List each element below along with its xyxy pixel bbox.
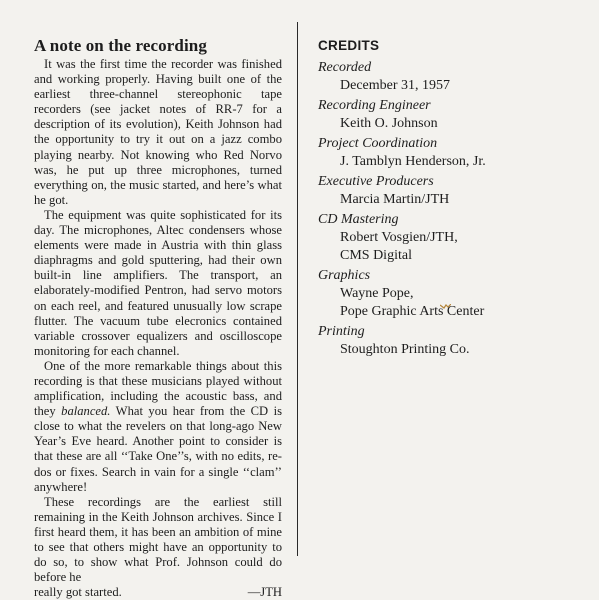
credit-name: Stoughton Printing Co. (340, 342, 470, 357)
note-body (34, 57, 282, 600)
credit-role: CD Mastering (318, 212, 399, 227)
note-paragraph (34, 359, 282, 495)
credit-entry (318, 97, 578, 133)
note-paragraph: It was the first time the recorder was finished and working properly. Having built one of the earliest three-channel stereophonic tape recorders (see jacket notes of RR-7 for a description of its evolution), Keith Johnson had the opportunity to try it out on a jazz combo playing nearby. Not knowing who Red Norvo was, he put up three microphones, turned everything on, the music started, and here’s what he got. (34, 57, 282, 207)
credit-name: Pope Graphic Arts Center (340, 304, 485, 319)
credit-role: Recorded (318, 60, 372, 75)
note-text: One of the more remarkable things about this recording is that these musicians played without amplification, including the acoustic bass, and they (34, 358, 282, 419)
credit-role: Printing (318, 324, 365, 339)
credit-name: December 31, 1957 (340, 78, 451, 93)
credit-entry (318, 267, 578, 321)
credit-name: Keith O. Johnson (340, 116, 438, 131)
credit-entry (318, 135, 578, 171)
credit-role: Project Coordination (318, 136, 438, 151)
credit-name: Robert Vosgien/JTH, (340, 230, 458, 245)
recording-note (34, 36, 282, 600)
credit-name: CMS Digital (340, 248, 412, 263)
printer-mark-icon (440, 304, 451, 309)
note-emphasis: balanced. (61, 404, 111, 419)
credit-role: Executive Producers (318, 174, 434, 189)
credit-name: Wayne Pope, (340, 286, 414, 301)
signature-line (34, 585, 282, 600)
note-text: What you hear from the CD is close to what the revelers on that long-ago New Year’s Eve heard. Another point to consider is that these are all ‘‘Take One’’s, with no edits, re-dos or fixes. Search in vain for a single ‘‘clam’’ anywhere! (34, 404, 282, 494)
column-divider (297, 22, 298, 556)
credit-entry (318, 323, 578, 359)
note-paragraph (34, 495, 282, 586)
credits-panel (318, 38, 578, 361)
note-text: really got started. (34, 585, 122, 600)
credits-heading: CREDITS (318, 38, 380, 53)
credit-role: Recording Engineer (318, 98, 431, 113)
credit-name: J. Tamblyn Henderson, Jr. (340, 154, 486, 169)
note-title: A note on the recording (34, 36, 207, 55)
signature: —JTH (247, 585, 282, 600)
credit-role: Graphics (318, 268, 371, 283)
credit-entry (318, 59, 578, 95)
credit-name: Marcia Martin/JTH (340, 192, 450, 207)
note-text: These recordings are the earliest still remaining in the Keith Johnson archives. Since I first heard them, it has been an ambition of mine to see that others might have an opportunity to do so, to show what Prof. Johnson could do before he (34, 494, 282, 585)
credit-entry (318, 211, 578, 265)
note-paragraph: The equipment was quite sophisticated for its day. The microphones, Altec condensers whose elements were made in Austria with thin glass diaphragms and gold sputtering, had their own built-in line amplifiers. The transport, an elaborately-modified Pentron, had servo motors on each reel, and featured unusually low scrape flutter. The vacuum tube elecronics contained variable crossover equalizers and oscilloscope monitoring for each channel. (34, 207, 282, 358)
credit-entry (318, 173, 578, 209)
